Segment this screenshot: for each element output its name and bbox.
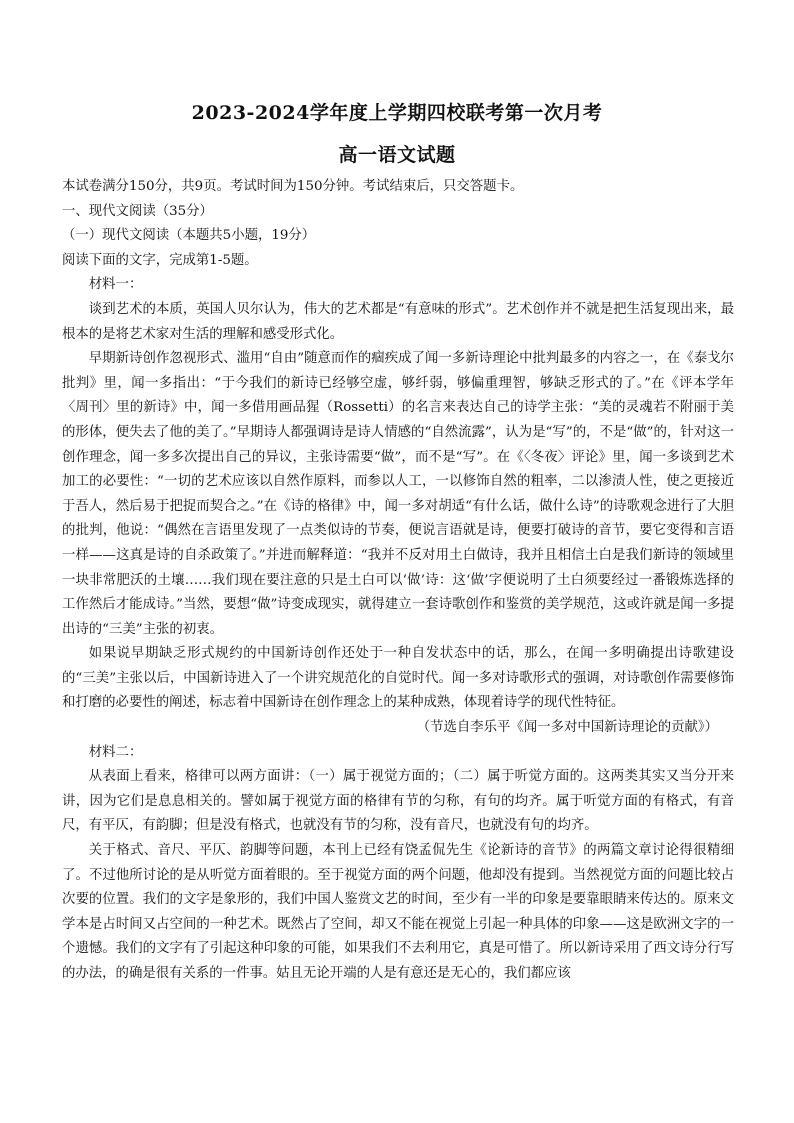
subsection-heading: （一）现代文阅读（本题共5小题，19分） (62, 228, 316, 244)
material1-paragraph: 早期新诗创作忽视形式、滥用“自由”随意而作的痼疾成了闻一多新诗理论中批判最多的内容之一，在《泰戈尔批判》里，闻一多指出：“于今我们的新诗已经够空虚，够纤弱，够偏重理智，够缺乏形式的了。”在《评本学年〈周刊〉里的新诗》中，闻一多借用画品猩（Rossetti）的名言来表达自己的诗学主张：“美的灵魂若不附丽于美的形体，便失去了他的美了。”早期诗人都强调诗是诗人情感的“自然流露”，认为是“写”的，不是“做”的，针对这一创作理念，闻一多多次提出自己的异议，主张诗需要“做”，而不是“写”。在《〈冬夜〉评论》里，闻一多谈到艺术加工的必要性：“一切的艺术应该以自然作原料，而参以人工，一以修饰自然的粗率，二以渗渍人性，使之更接近于吾人，然后易于把捉而契合之。”在《诗的格律》中，闻一多对胡适“有什么话，做什么诗”的诗歌观念进行了大胆的批判，他说：“偶然在言语里发现了一点类似诗的节奏，便说言语就是诗，便要打破诗的音节，要它变得和言语一样——这真是诗的自杀政策了。”并进而解释道：“我并不反对用土白做诗，我并且相信土白是我们新诗的领域里一块非常肥沃的土壤……我们现在要注意的只是土白可以‘做’诗：这‘做’字便说明了土白须要经过一番锻炼选择的工作然后才能成诗。”当然，要想“做”诗变成现实，就得建立一套诗歌创作和鉴赏的美学规范，这或许就是闻一多提出诗的“三美”主张的初衷。 (62, 351, 734, 637)
exam-title: 2023-2024学年度上学期四校联考第一次月考 (191, 102, 603, 124)
material1-paragraph: 谈到艺术的本质，英国人贝尔认为，伟大的艺术都是“有意味的形式”。艺术创作并不就是把生活复现出来，最根本的是将艺术家对生活的理解和感受形式化。 (62, 301, 734, 342)
material1-source: （节选自李乐平《闻一多对中国新诗理论的贡献》） (416, 720, 718, 736)
material2-paragraph: 关于格式、音尺、平仄、韵脚等问题，本刊上已经有饶孟侃先生《论新诗的音节》的两篇文章讨论得很精细了。不过他所讨论的是从听觉方面着眼的。至于视觉方面的两个问题，他却没有提到。当然视觉方面的问题比较占次要的位置。我们的文字是象形的，我们中国人鉴赏文艺的时间，至少有一半的印象是要靠眼睛来传达的。原来文学本是占时间又占空间的一种艺术。既然占了空间，却又不能在视觉上引起一种具体的印象——这是欧洲文字的一个遗憾。我们的文字有了引起这种印象的可能，如果我们不去利用它，真是可惜了。所以新诗采用了西文诗分行写的办法，的确是很有关系的一件事。姑且无论开端的人是有意还是无心的，我们都应该 (62, 843, 734, 981)
reading-instruction: 阅读下面的文字，完成第1-5题。 (62, 252, 258, 268)
material2-label: 材料二： (88, 744, 143, 760)
exam-subtitle: 高一语文试题 (338, 144, 456, 166)
material1-label: 材料一： (88, 277, 143, 293)
exam-body (62, 175, 734, 987)
material1-paragraph: 如果说早期缺乏形式规约的中国新诗创作还处于一种自发状态中的话，那么，在闻一多明确提出诗歌建设的“三美”主张以后，中国新诗进入了一个讲究规范化的自觉时代。闻一多对诗歌形式的强调，对诗歌创作需要修饰和打磨的必要性的阐述，标志着中国新诗在创作理念上的某种成熟，体现着诗学的现代性特征。 (62, 646, 734, 711)
exam-intro: 本试卷满分150分，共9页。考试时间为150分钟。考试结束后，只交答题卡。 (62, 179, 524, 194)
section-heading: 一、现代文阅读（35分） (62, 203, 213, 219)
material2-paragraph: 从表面上看来，格律可以两方面讲：（一）属于视觉方面的；（二）属于听觉方面的。这两类其实又当分开来讲，因为它们是息息相关的。譬如属于视觉方面的格律有节的匀称，有句的均齐。属于听觉方面的有格式，有音尺，有平仄，有韵脚；但是没有格式，也就没有节的匀称，没有音尺，也就没有句的均齐。 (62, 769, 734, 834)
